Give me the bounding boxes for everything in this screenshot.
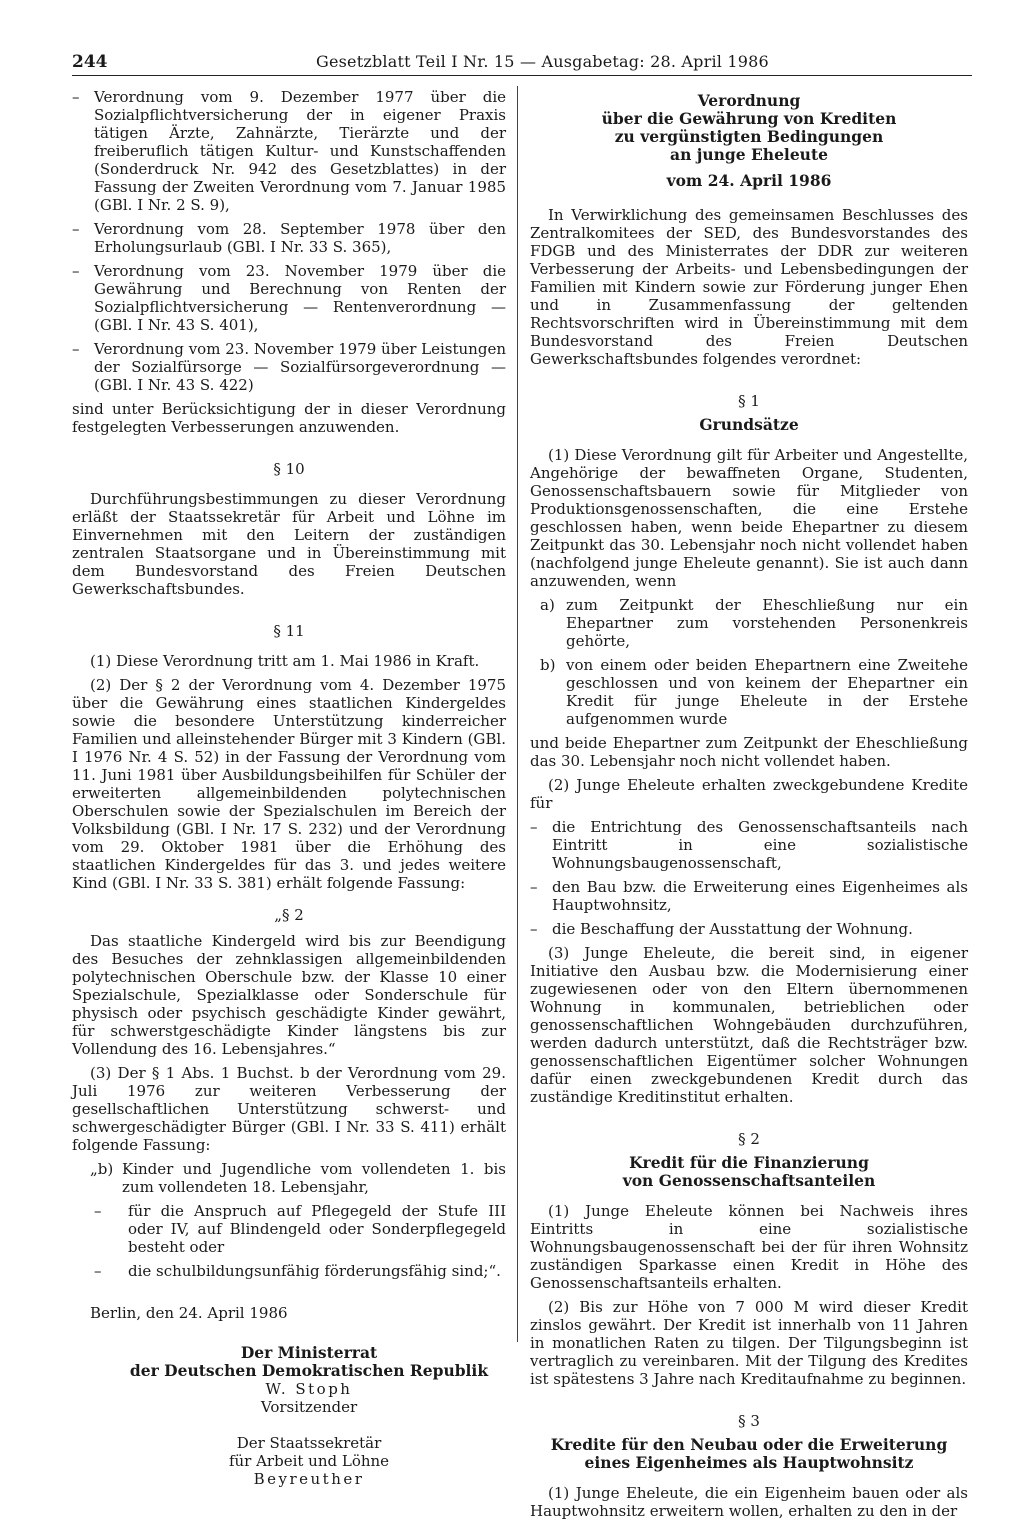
list-item: b) von einem oder beiden Ehepartnern eine Zweitehe geschlossen und von keinem der Ehepartner ein Kredit für junge Eheleute in der Erstehe aufgenommen wurde	[540, 656, 968, 728]
section-1-paragraph-2: (2) Junge Eheleute erhalten zweckgebundene Kredite für	[530, 776, 968, 812]
quoted-section-heading: „§ 2	[274, 906, 304, 924]
list-tail-text: sind unter Berücksichtigung der in dieser Verordnung festgelegten Verbesserungen anzuwenden.	[72, 400, 506, 436]
signatory-name: W. Stoph	[265, 1380, 353, 1398]
list-item: – die Entrichtung des Genossenschaftsanteils nach Eintritt in eine sozialistische Wohnungsbaugenossenschaft,	[530, 818, 968, 872]
section-3-heading: § 3	[738, 1412, 760, 1430]
title-line: Verordnung	[697, 91, 801, 110]
title-date: vom 24. April 1986	[666, 171, 832, 190]
list-item: – Verordnung vom 23. November 1979 über Leistungen der Sozialfürsorge — Sozialfürsorgeverordnung — (GBl. I Nr. 43 S. 422)	[72, 340, 506, 394]
right-column	[530, 88, 968, 1526]
section-10-heading: § 10	[273, 460, 305, 478]
section-11-paragraph-2: (2) Der § 2 der Verordnung vom 4. Dezember 1975 über die Gewährung eines staatlichen Kindergeldes sowie die besondere Unterstützung kinderreicher Familien und alleinstehender Bürger mit 3 Kindern (GBl. I 1976 Nr. 4 S. 52) in der Fassung der Verordnung vom 11. Juni 1981 über Ausbildungsbeihilfen für Schüler der erweiterten allgemeinbildenden polytechnischen Oberschulen sowie der Spezialschulen im Bereich der Volksbildung (GBl. I Nr. 17 S. 232) und der Verordnung vom 29. Oktober 1981 über die Erhöhung des staatlichen Kindergeldes für das 3. und jedes weitere Kind (GBl. I Nr. 33 S. 381) erhält folgende Fassung:	[72, 676, 506, 892]
signatory-role: Der Staatssekretär	[236, 1434, 382, 1452]
section-2-title: von Genossenschaftsanteilen	[622, 1171, 876, 1190]
section-1-paragraph-3: (3) Junge Eheleute, die bereit sind, in eigener Initiative den Ausbau bzw. die Modernisierung einer zugewiesenen oder von den Eltern übernommenen Wohnung in kommunalen, betrieblichen oder genossenschaftlichen Wohngebäuden durchzuführen, werden dadurch unterstützt, daß die Rechtsträger bzw. genossenschaftlichen Eigentümer solcher Wohnungen dafür einen zweckgebundenen Kredit durch das zuständige Kreditinstitut erhalten.	[530, 944, 968, 1106]
section-3-title: eines Eigenheimes als Hauptwohnsitz	[584, 1453, 914, 1472]
preamble: In Verwirklichung des gemeinsamen Beschlusses des Zentralkomitees der SED, des Bundesvorstandes des FDGB und des Ministerrates der DDR zur weiteren Verbesserung der Arbeits- und Lebensbedingungen der Familien mit Kindern sowie zur Förderung junger Ehen und in Zusammenfassung der geltenden Rechtsvorschriften wird in Übereinstimmung mit dem Bundesvorstand des Freien Deutschen Gewerkschaftsbundes folgendes verordnet:	[530, 206, 968, 368]
list-item: „b) Kinder und Jugendliche vom vollendeten 1. bis zum vollendeten 18. Lebensjahr,	[90, 1160, 506, 1196]
ordinance-title	[530, 92, 968, 190]
section-11-paragraph-3: (3) Der § 1 Abs. 1 Buchst. b der Verordnung vom 29. Juli 1976 zur weiteren Verbesserung der gesellschaftlichen Unterstützung schwerst- und schwergeschädigter Bürger (GBl. I Nr. 33 S. 411) erhält folgende Fassung:	[72, 1064, 506, 1154]
section-10-text: Durchführungsbestimmungen zu dieser Verordnung erläßt der Staatssekretär für Arbeit und Löhne im Einvernehmen mit den Leitern der zuständigen zentralen Staatsorgane und in Übereinstimmung mit dem Bundesvorstand des Freien Deutschen Gewerkschaftsbundes.	[72, 490, 506, 598]
section-1-tail: und beide Ehepartner zum Zeitpunkt der Eheschließung das 30. Lebensjahr noch nicht vollendet haben.	[530, 734, 968, 770]
section-2-paragraph-2: (2) Bis zur Höhe von 7 000 M wird dieser Kredit zinslos gewährt. Der Kredit ist innerhalb von 11 Jahren in monatlichen Raten zu tilgen. Der Tilgungsbeginn ist vertraglich zu vereinbaren. Mit der Tilgung des Kredites ist spätestens 3 Jahre nach Kreditaufnahme zu beginnen.	[530, 1298, 968, 1388]
title-line: über die Gewährung von Krediten	[601, 109, 897, 128]
section-11-heading: § 11	[273, 622, 305, 640]
list-item: – Verordnung vom 23. November 1979 über die Gewährung und Berechnung von Renten der Sozialpflichtversicherung — Rentenverordnung — (GBl. I Nr. 43 S. 401),	[72, 262, 506, 334]
page-number: 244	[72, 52, 108, 72]
title-line: an junge Eheleute	[670, 145, 828, 164]
list-item: – Verordnung vom 9. Dezember 1977 über die Sozialpflichtversicherung der in eigener Praxis tätigen Ärzte, Zahnärzte, Tierärzte und der freiberuflich tätigen Kultur- und Kunstschaffenden (Sonderdruck Nr. 942 des Gesetzblattes) in der Fassung der Zweiten Verordnung vom 7. Januar 1985 (GBl. I Nr. 2 S. 9),	[72, 88, 506, 214]
section-1-paragraph-1: (1) Diese Verordnung gilt für Arbeiter und Angestellte, Angehörige der bewaffneten Organe, Studenten, Genossenschaftsbauern sowie für Mitglieder von Produktionsgenossenschaften, die eine Erstehe geschlossen haben, wenn beide Ehepartner zu diesem Zeitpunkt das 30. Lebensjahr noch nicht vollendet haben (nachfolgend junge Eheleute genannt). Sie ist auch dann anzuwenden, wenn	[530, 446, 968, 590]
list-item: – für die Anspruch auf Pflegegeld der Stufe III oder IV, auf Blindengeld oder Sonderpflegegeld besteht oder	[94, 1202, 506, 1256]
section-1-heading: § 1	[738, 392, 760, 410]
column-divider	[517, 86, 518, 1342]
signature-organisation: der Deutschen Demokratischen Republik	[129, 1361, 489, 1380]
quoted-section-text: Das staatliche Kindergeld wird bis zur Beendigung des Besuches der zehnklassigen allgemeinbildenden polytechnischen Oberschule bzw. der Klasse 10 einer Spezialschule, Spezialklasse oder Sonderschule für physisch oder psychisch geschädigte Kinder gewährt, für schwerstgeschädigte Kinder längstens bis zur Vollendung des 16. Lebensjahres.“	[72, 932, 506, 1058]
place-date: Berlin, den 24. April 1986	[90, 1304, 288, 1322]
section-2-paragraph-1: (1) Junge Eheleute können bei Nachweis ihres Eintritts in eine sozialistische Wohnungsbaugenossenschaft bei der für ihren Wohnsitz zuständigen Sparkasse einen Kredit in Höhe des Genossenschaftsanteils erhalten.	[530, 1202, 968, 1292]
section-1-title: Grundsätze	[699, 415, 799, 434]
section-3-title: Kredite für den Neubau oder die Erweiterung	[550, 1435, 948, 1454]
section-3-paragraph-1: (1) Junge Eheleute, die ein Eigenheim bauen oder als Hauptwohnsitz erweitern wollen, erhalten zu den in der	[530, 1484, 968, 1520]
page-header	[72, 46, 972, 72]
title-line: zu vergünstigten Bedingungen	[614, 127, 884, 146]
left-column	[72, 88, 506, 1488]
signatory-name: Beyreuther	[253, 1470, 365, 1488]
section-2-heading: § 2	[738, 1130, 760, 1148]
signature-organisation: Der Ministerrat	[240, 1343, 378, 1362]
header-rule	[72, 75, 972, 76]
list-item: – die Beschaffung der Ausstattung der Wohnung.	[530, 920, 913, 938]
list-item: – den Bau bzw. die Erweiterung eines Eigenheimes als Hauptwohnsitz,	[530, 878, 968, 914]
signatory-role: Vorsitzender	[260, 1398, 358, 1416]
signatory-role: für Arbeit und Löhne	[228, 1452, 390, 1470]
section-2-title: Kredit für die Finanzierung	[629, 1153, 869, 1172]
section-11-paragraph-1: (1) Diese Verordnung tritt am 1. Mai 1986 in Kraft.	[90, 652, 480, 670]
list-item: – Verordnung vom 28. September 1978 über den Erholungsurlaub (GBl. I Nr. 33 S. 365),	[72, 220, 506, 256]
signature-block	[72, 1344, 506, 1488]
list-item: a) zum Zeitpunkt der Eheschließung nur ein Ehepartner zum vorstehenden Personenkreis gehörte,	[540, 596, 968, 650]
list-item: – die schulbildungsunfähig förderungsfähig sind;“.	[94, 1262, 501, 1280]
running-title: Gesetzblatt Teil I Nr. 15 — Ausgabetag: 28. April 1986	[316, 52, 769, 71]
